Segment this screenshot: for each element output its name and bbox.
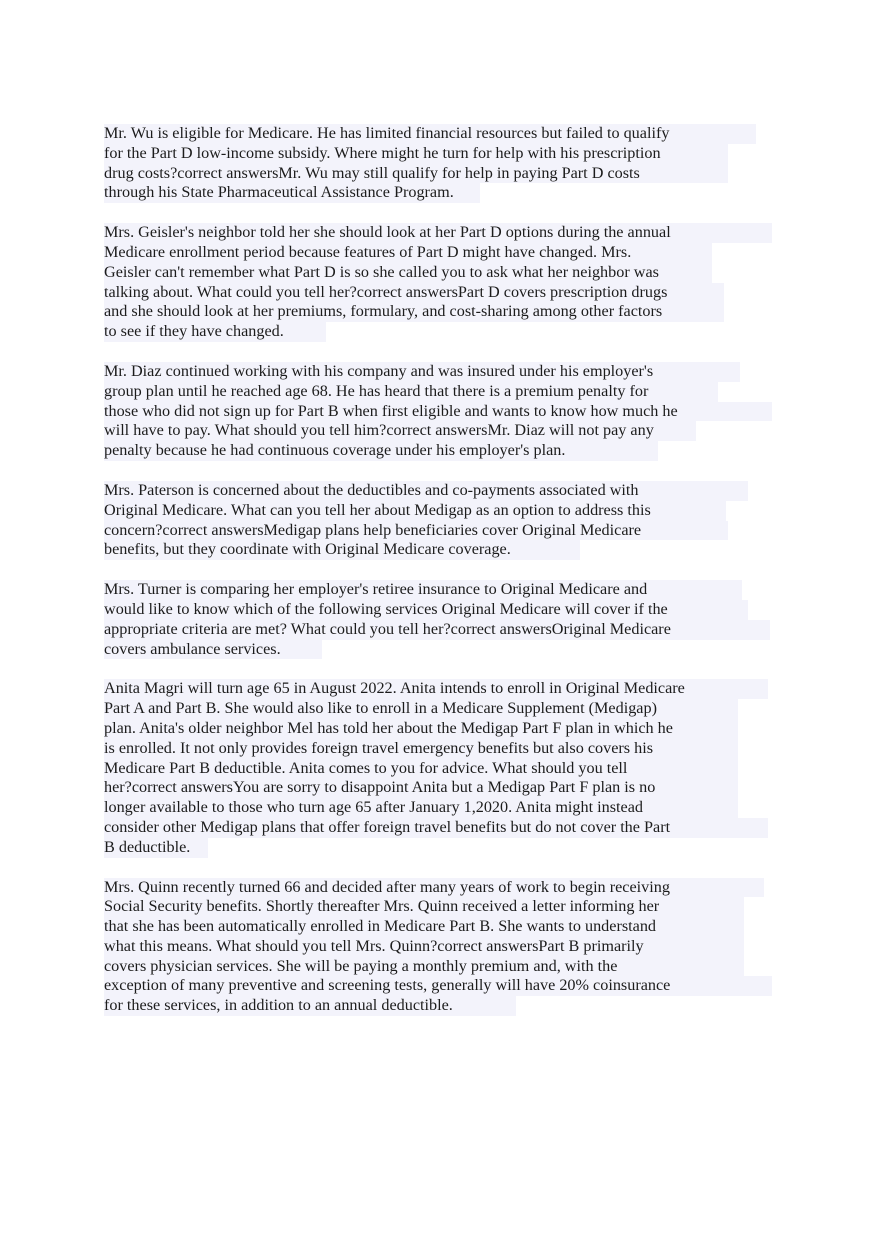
text-line: will have to pay. What should you tell him?correct answersMr. Diaz will not pay any bbox=[104, 421, 696, 441]
text-line: Geisler can't remember what Part D is so she called you to ask what her neighbor was bbox=[104, 263, 712, 283]
paragraph-diaz bbox=[104, 362, 776, 461]
text-line: through his State Pharmaceutical Assistance Program. bbox=[104, 183, 480, 203]
text-line: Anita Magri will turn age 65 in August 2022. Anita intends to enroll in Original Medicare bbox=[104, 679, 768, 699]
paragraph-geisler bbox=[104, 223, 776, 342]
paragraph-quinn bbox=[104, 878, 776, 1017]
text-line: for these services, in addition to an annual deductible. bbox=[104, 996, 516, 1016]
text-line: benefits, but they coordinate with Original Medicare coverage. bbox=[104, 540, 580, 560]
text-line: talking about. What could you tell her?correct answersPart D covers prescription drugs bbox=[104, 283, 724, 303]
paragraph-wu bbox=[104, 124, 776, 203]
text-line: group plan until he reached age 68. He has heard that there is a premium penalty for bbox=[104, 382, 718, 402]
paragraph-paterson bbox=[104, 481, 776, 560]
text-line: for the Part D low-income subsidy. Where might he turn for help with his prescription bbox=[104, 144, 728, 164]
text-line: covers physician services. She will be paying a monthly premium and, with the bbox=[104, 957, 744, 977]
text-line: longer available to those who turn age 65 after January 1,2020. Anita might instead bbox=[104, 798, 738, 818]
text-line: covers ambulance services. bbox=[104, 640, 322, 660]
text-line: Original Medicare. What can you tell her about Medigap as an option to address this bbox=[104, 501, 726, 521]
text-line: her?correct answersYou are sorry to disappoint Anita but a Medigap Part F plan is no bbox=[104, 778, 738, 798]
document-body bbox=[104, 124, 776, 1036]
text-line: and she should look at her premiums, formulary, and cost-sharing among other factors bbox=[104, 302, 724, 322]
text-line: those who did not sign up for Part B when first eligible and wants to know how much he bbox=[104, 402, 772, 422]
text-line: appropriate criteria are met? What could you tell her?correct answersOriginal Medicare bbox=[104, 620, 770, 640]
text-line: Mrs. Quinn recently turned 66 and decided after many years of work to begin receiving bbox=[104, 878, 764, 898]
text-line: Medicare Part B deductible. Anita comes to you for advice. What should you tell bbox=[104, 759, 738, 779]
text-line: concern?correct answersMedigap plans help beneficiaries cover Original Medicare bbox=[104, 521, 728, 541]
text-line: is enrolled. It not only provides foreign travel emergency benefits but also covers his bbox=[104, 739, 738, 759]
text-line: Mrs. Turner is comparing her employer's retiree insurance to Original Medicare and bbox=[104, 580, 742, 600]
text-line: that she has been automatically enrolled in Medicare Part B. She wants to understand bbox=[104, 917, 744, 937]
text-line: penalty because he had continuous coverage under his employer's plan. bbox=[104, 441, 658, 461]
text-line: to see if they have changed. bbox=[104, 322, 326, 342]
text-line: plan. Anita's older neighbor Mel has told her about the Medigap Part F plan in which he bbox=[104, 719, 738, 739]
text-line: Mrs. Paterson is concerned about the deductibles and co-payments associated with bbox=[104, 481, 748, 501]
text-line: Mr. Wu is eligible for Medicare. He has limited financial resources but failed to qualify bbox=[104, 124, 756, 144]
text-line: Social Security benefits. Shortly thereafter Mrs. Quinn received a letter informing her bbox=[104, 897, 744, 917]
text-line: consider other Medigap plans that offer foreign travel benefits but do not cover the Part bbox=[104, 818, 768, 838]
text-line: Part A and Part B. She would also like to enroll in a Medicare Supplement (Medigap) bbox=[104, 699, 738, 719]
text-line: Mr. Diaz continued working with his company and was insured under his employer's bbox=[104, 362, 740, 382]
text-line: B deductible. bbox=[104, 838, 208, 858]
text-line: drug costs?correct answersMr. Wu may still qualify for help in paying Part D costs bbox=[104, 164, 728, 184]
text-line: what this means. What should you tell Mrs. Quinn?correct answersPart B primarily bbox=[104, 937, 744, 957]
text-line: exception of many preventive and screening tests, generally will have 20% coinsurance bbox=[104, 976, 772, 996]
text-line: would like to know which of the following services Original Medicare will cover if the bbox=[104, 600, 748, 620]
paragraph-magri bbox=[104, 679, 776, 857]
text-line: Medicare enrollment period because features of Part D might have changed. Mrs. bbox=[104, 243, 712, 263]
text-line: Mrs. Geisler's neighbor told her she should look at her Part D options during the annual bbox=[104, 223, 772, 243]
paragraph-turner bbox=[104, 580, 776, 659]
